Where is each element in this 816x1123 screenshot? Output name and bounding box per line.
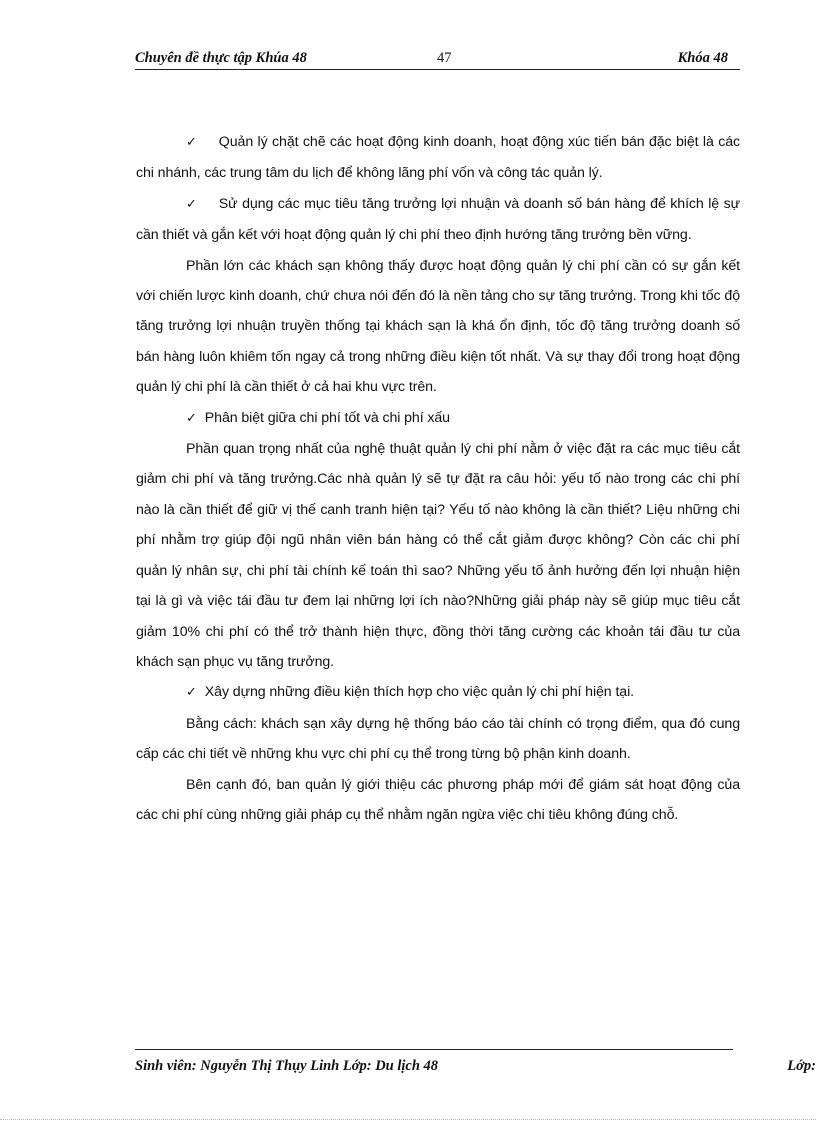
checkmark-icon: ✓: [186, 135, 197, 150]
checkmark-icon: ✓: [186, 685, 197, 701]
footer-class: Lớp:: [787, 1058, 816, 1074]
page-header: [135, 48, 740, 70]
footer-student: Sinh viên: Nguyễn Thị Thụy Linh Lớp: Du lịch 48: [135, 1058, 439, 1074]
paragraph-check-2: [136, 189, 740, 251]
header-rule: [135, 69, 740, 70]
footer-rule: [135, 1049, 733, 1050]
document-body: [136, 127, 740, 830]
page-bottom-border: [0, 1119, 816, 1120]
checkmark-icon: ✓: [186, 196, 197, 212]
paragraph-2: Phần quan trọng nhất của nghệ thuật quản lý chi phí nằm ở việc đặt ra các mục tiêu cắt giảm chi phí và tăng trưởng.Các nhà quản lý sẽ tự đặt ra câu hỏi: yếu tố nào trong các chi phí nào là cần thiết để giữ vị thế canh tranh hiện tại? Yếu tố nào không là cần thiết? Liệu những chi phí nhằm trợ giúp đội ngũ nhân viên bán hàng có thể cắt giảm được không? Còn các chi phí quản lý nhân sự, chi phí tài chính kế toán thì sao? Những yếu tố ảnh hưởng đến lợi nhuận hiện tại là gì và việc tái đầu tư đem lại những lợi ích nào?Những giải pháp này sẽ giúp mục tiêu cắt giảm 10% chi phí có thể trở thành hiện thực, đồng thời tăng cường các khoản tái đầu tư của khách sạn phục vụ tăng trưởng.: [136, 441, 740, 670]
paragraph-check-3: [136, 403, 740, 434]
paragraph-text: Xây dựng những điều kiện thích hợp cho việc quản lý chi phí hiện tại.: [204, 684, 634, 701]
paragraph-check-4: [136, 677, 740, 708]
header-title: Chuyên đề thực tập Khúa 48: [135, 50, 307, 66]
paragraph-4: Bên cạnh đó, ban quản lý giới thiệu các phương pháp mới để giám sát hoạt động của các chi phí cùng những giải pháp cụ thể nhằm ngăn ngừa việc chi tiêu không đúng chỗ.: [136, 776, 740, 823]
page-number: 47: [437, 50, 452, 66]
page-footer: [135, 1056, 816, 1078]
paragraph-1: Phần lớn các khách sạn không thấy được hoạt động quản lý chi phí cần có sự gắn kết với chiến lược kinh doanh, chứ chưa nói đến đó là nền tảng cho sự tăng trưởng. Trong khi tốc độ tăng trưởng lợi nhuận truyền thống tại khách sạn là khá ổn định, tốc độ tăng trưởng doanh số bán hàng luôn khiêm tốn ngay cả trong những điều kiện tốt nhất. Và sự thay đổi trong hoạt động quản lý chi phí là cần thiết ở cả hai khu vực trên.: [136, 257, 740, 396]
header-course: Khóa 48: [677, 50, 728, 66]
paragraph-text: Sử dụng các mục tiêu tăng trưởng lợi nhuận và doanh số bán hàng để khích lệ sự cần thiết và gắn kết với hoạt động quản lý chi phí theo định hướng tăng trưởng bền vững.: [136, 195, 740, 244]
paragraph-text: Quản lý chặt chẽ các hoạt động kinh doanh, hoạt động xúc tiến bán đặc biệt là các chi nhánh, các trung tâm du lịch để không lãng phí vốn và công tác quản lý.: [136, 134, 740, 182]
paragraph-3: Bằng cách: khách sạn xây dựng hệ thống báo cáo tài chính có trọng điểm, qua đó cung cấp các chi tiết về những khu vực chi phí cụ thể trong từng bộ phận kinh doanh.: [136, 715, 740, 763]
checkmark-icon: ✓: [186, 410, 197, 426]
paragraph-check-1: [136, 127, 740, 189]
paragraph-text: Phân biệt giữa chi phí tốt và chi phí xấu: [204, 409, 450, 426]
